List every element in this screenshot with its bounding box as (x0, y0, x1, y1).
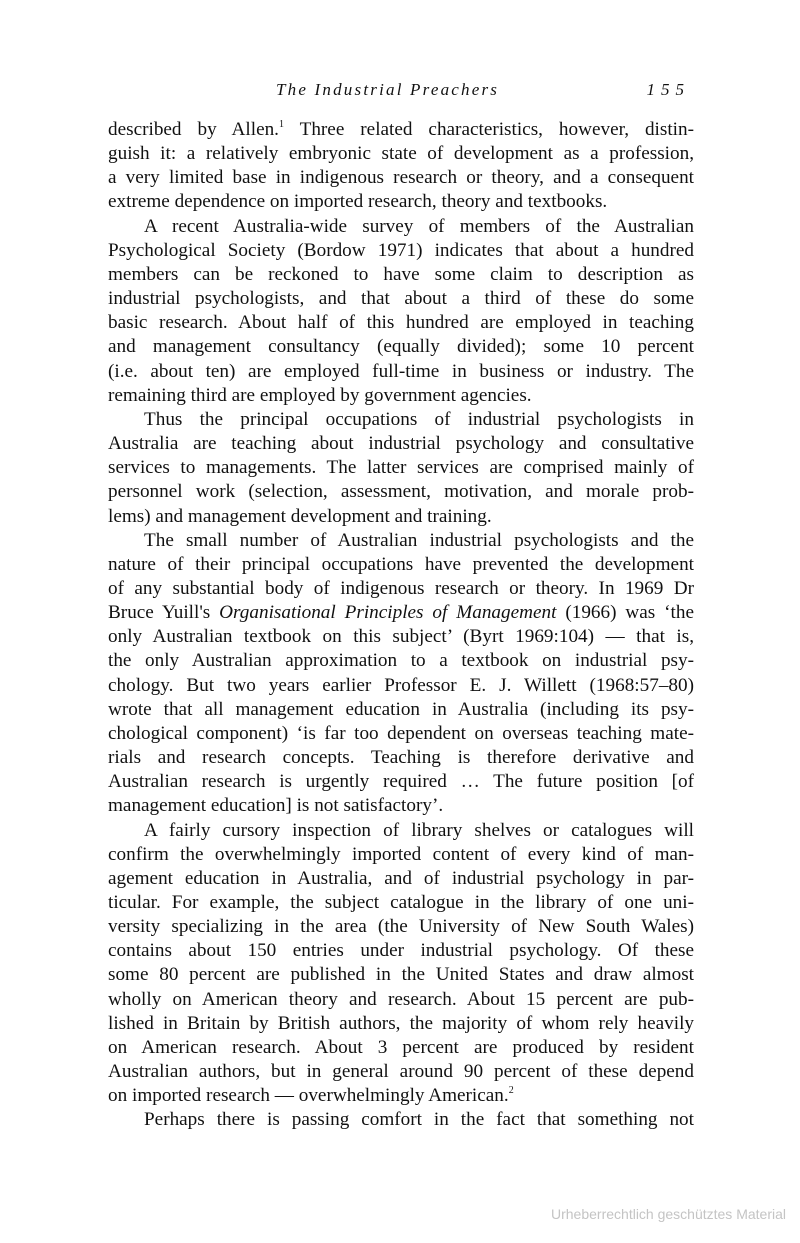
text-line (108, 480, 694, 504)
text-run: A fairly cursory inspection of library shelves or catalogues will (144, 819, 694, 841)
text-run: personnel work (selection, assessment, motivation, and morale prob- (108, 481, 694, 503)
text-run: Perhaps there is passing comfort in the fact that something not (144, 1109, 694, 1131)
text-run: ticular. For example, the subject catalogue in the library of one uni- (108, 892, 694, 913)
paragraph (108, 529, 694, 819)
paragraph (108, 215, 694, 408)
text-line (108, 1036, 694, 1060)
footnote-marker: 2 (508, 1085, 514, 1097)
text-run: members can be reckoned to have some claim to description as (108, 263, 694, 285)
text-line (108, 770, 694, 794)
text-run: (1966) was ‘the (556, 602, 694, 624)
text-run: Australian research is urgently required … The future position [of (108, 771, 694, 793)
text-line (108, 698, 694, 722)
text-line (108, 505, 694, 529)
text-run: Three related characteristics, however, distin- (283, 119, 694, 140)
text-line (108, 625, 694, 649)
text-line (108, 118, 694, 142)
text-run: only Australian textbook on this subject’ (Byrt 1969:104) — that is, (108, 626, 694, 648)
text-line (108, 190, 694, 214)
text-run: Australia are teaching about industrial psychology and consultative (108, 433, 694, 455)
book-title: Organisational Principles of Management (219, 602, 557, 624)
text-run: lished in Britain by British authors, the majority of whom rely heavily (108, 1012, 694, 1034)
text-run: the only Australian approximation to a textbook on industrial psy- (108, 650, 694, 672)
text-line (108, 1060, 694, 1084)
text-run: versity specializing in the area (the University of New South Wales) (108, 916, 694, 938)
text-run: management education] is not satisfactory’. (108, 795, 444, 817)
text-line (108, 891, 694, 915)
text-line (108, 722, 694, 746)
text-line (108, 166, 694, 190)
text-run: Thus the principal occupations of industrial psychologists in (144, 408, 694, 430)
text-line (108, 1012, 694, 1036)
body-text (108, 118, 694, 1133)
text-line (108, 915, 694, 939)
text-line (108, 142, 694, 166)
text-run: some 80 percent are published in the United States and draw almost (108, 964, 694, 986)
text-run: confirm the overwhelmingly imported content of every kind of man- (108, 843, 694, 865)
text-run: chology. But two years earlier Professor E. J. Willett (1968:57–80) (108, 674, 694, 696)
text-line (108, 553, 694, 577)
text-run: on imported research — overwhelmingly American. (108, 1085, 509, 1107)
text-line (108, 939, 694, 963)
text-run: guish it: a relatively embryonic state of development as a profession, (108, 143, 694, 165)
text-line (108, 360, 694, 384)
text-run: agement education in Australia, and of industrial psychology in par- (108, 867, 694, 889)
paragraph (108, 1108, 694, 1132)
text-line (108, 239, 694, 263)
text-run: lems) and management development and training. (108, 505, 492, 527)
text-line (108, 988, 694, 1012)
text-line (108, 408, 694, 432)
text-line (108, 215, 694, 239)
text-run: described by Allen. (108, 119, 279, 140)
text-run: Australian authors, but in general around 90 percent of these depend (108, 1061, 694, 1083)
running-head (108, 80, 694, 104)
text-run: extreme dependence on imported research, theory and textbooks. (108, 191, 608, 213)
text-run: wholly on American theory and research. About 15 percent are pub- (108, 988, 694, 1010)
text-run: and management consultancy (equally divided); some 10 percent (108, 336, 694, 358)
running-title: The Industrial Preachers (276, 80, 500, 99)
text-line (108, 287, 694, 311)
text-run: A recent Australia-wide survey of members of the Australian (144, 215, 694, 237)
page-number: 155 (646, 80, 690, 99)
copyright-watermark: Urheberrechtlich geschütztes Material (551, 1206, 786, 1222)
text-line (108, 384, 694, 408)
text-line (108, 843, 694, 867)
text-line (108, 601, 694, 625)
text-run: chological component) ‘is far too dependent on overseas teaching mate- (108, 722, 694, 744)
text-line (108, 577, 694, 601)
text-run: wrote that all management education in Australia (including its psy- (108, 698, 694, 720)
text-run: remaining third are employed by government agencies. (108, 384, 532, 406)
text-line (108, 311, 694, 335)
text-run: nature of their principal occupations have prevented the development (108, 553, 694, 575)
text-line (108, 867, 694, 891)
text-line (108, 963, 694, 987)
text-run: contains about 150 entries under industrial psychology. Of these (108, 940, 694, 962)
text-line (108, 819, 694, 843)
text-run: basic research. About half of this hundred are employed in teaching (108, 312, 694, 334)
text-line (108, 1108, 694, 1132)
text-run: Psychological Society (Bordow 1971) indicates that about a hundred (108, 239, 694, 261)
text-line (108, 335, 694, 359)
text-line (108, 794, 694, 818)
text-run: on American research. About 3 percent are produced by resident (108, 1036, 694, 1058)
text-line (108, 746, 694, 770)
text-line (108, 432, 694, 456)
text-line (108, 674, 694, 698)
text-run: of any substantial body of indigenous research or theory. In 1969 Dr (108, 577, 694, 599)
paragraph (108, 408, 694, 529)
text-line (108, 529, 694, 553)
text-run: services to managements. The latter services are comprised mainly of (108, 457, 694, 479)
text-run: industrial psychologists, and that about a third of these do some (108, 288, 694, 310)
paragraph (108, 819, 694, 1109)
footnote-marker: 1 (278, 119, 284, 130)
paragraph (108, 118, 694, 215)
text-line (108, 1084, 694, 1108)
text-run: The small number of Australian industrial psychologists and the (144, 529, 694, 551)
text-line (108, 263, 694, 287)
text-line (108, 456, 694, 480)
text-line (108, 649, 694, 673)
text-run: rials and research concepts. Teaching is therefore derivative and (108, 747, 694, 769)
text-run: a very limited base in indigenous research or theory, and a consequent (108, 167, 694, 189)
text-run: (i.e. about ten) are employed full-time in business or industry. The (108, 360, 694, 382)
text-run: Bruce Yuill's (108, 602, 220, 624)
